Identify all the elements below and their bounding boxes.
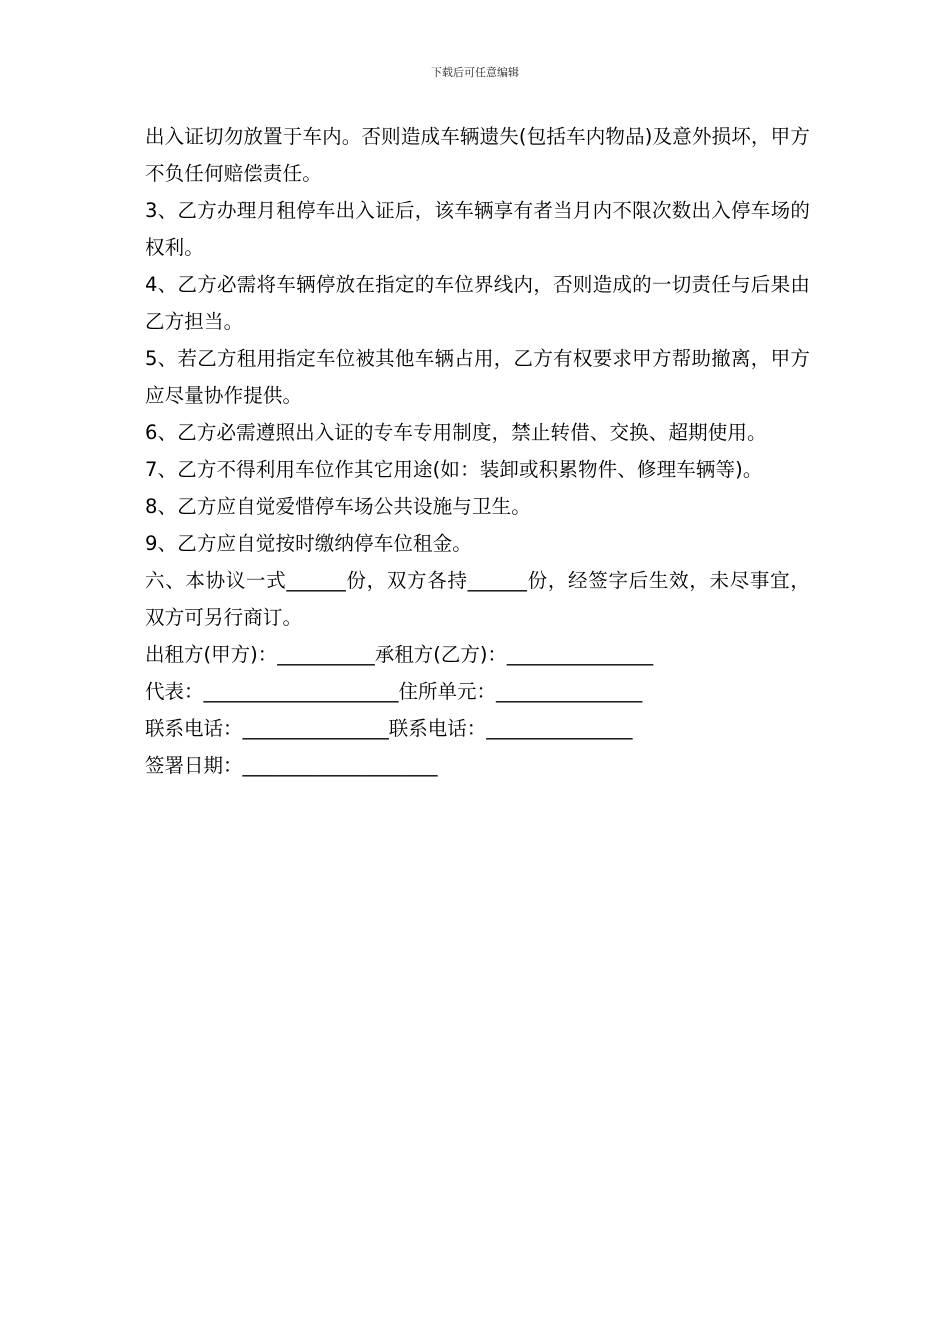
paragraph-section-six: 六、本协议一式______份，双方各持______份，经签字后生效，未尽事宜，双方可另行商订。: [145, 569, 810, 629]
paragraph-item-6: 6、乙方必需遵照出入证的专车专用制度，禁止转借、交换、超期使用。: [145, 421, 767, 444]
paragraph-item-8: 8、乙方应自觉爱惜停车场公共设施与卫生。: [145, 495, 531, 518]
paragraph-item-7: 7、乙方不得利用车位作其它用途(如：装卸或积累物件、修理车辆等)。: [145, 458, 763, 481]
signature-line-parties: 出租方(甲方)：__________承租方(乙方)：_______________: [145, 643, 654, 666]
paragraph-item-3: 3、乙方办理月租停车出入证后，该车辆享有者当月内不限次数出入停车场的权利。: [145, 199, 810, 259]
signature-line-representative: 代表：____________________住所单元：_______________: [145, 680, 643, 703]
signature-line-date: 签署日期：____________________: [145, 754, 438, 777]
paragraph-entry-pass-warning: 出入证切勿放置于车内。否则造成车辆遗失(包括车内物品)及意外损坏，甲方不负任何赔偿责任。: [145, 125, 810, 185]
paragraph-item-4: 4、乙方必需将车辆停放在指定的车位界线内，否则造成的一切责任与后果由乙方担当。: [145, 273, 810, 333]
paragraph-item-9: 9、乙方应自觉按时缴纳停车位租金。: [145, 532, 472, 555]
document-body: [145, 118, 810, 784]
paragraph-item-5: 5、若乙方租用指定车位被其他车辆占用，乙方有权要求甲方帮助撤离，甲方应尽量协作提供。: [145, 347, 810, 407]
signature-line-phone: 联系电话：_______________联系电话：_______________: [145, 717, 633, 740]
page-header-note: 下载后可任意编辑: [431, 66, 519, 79]
